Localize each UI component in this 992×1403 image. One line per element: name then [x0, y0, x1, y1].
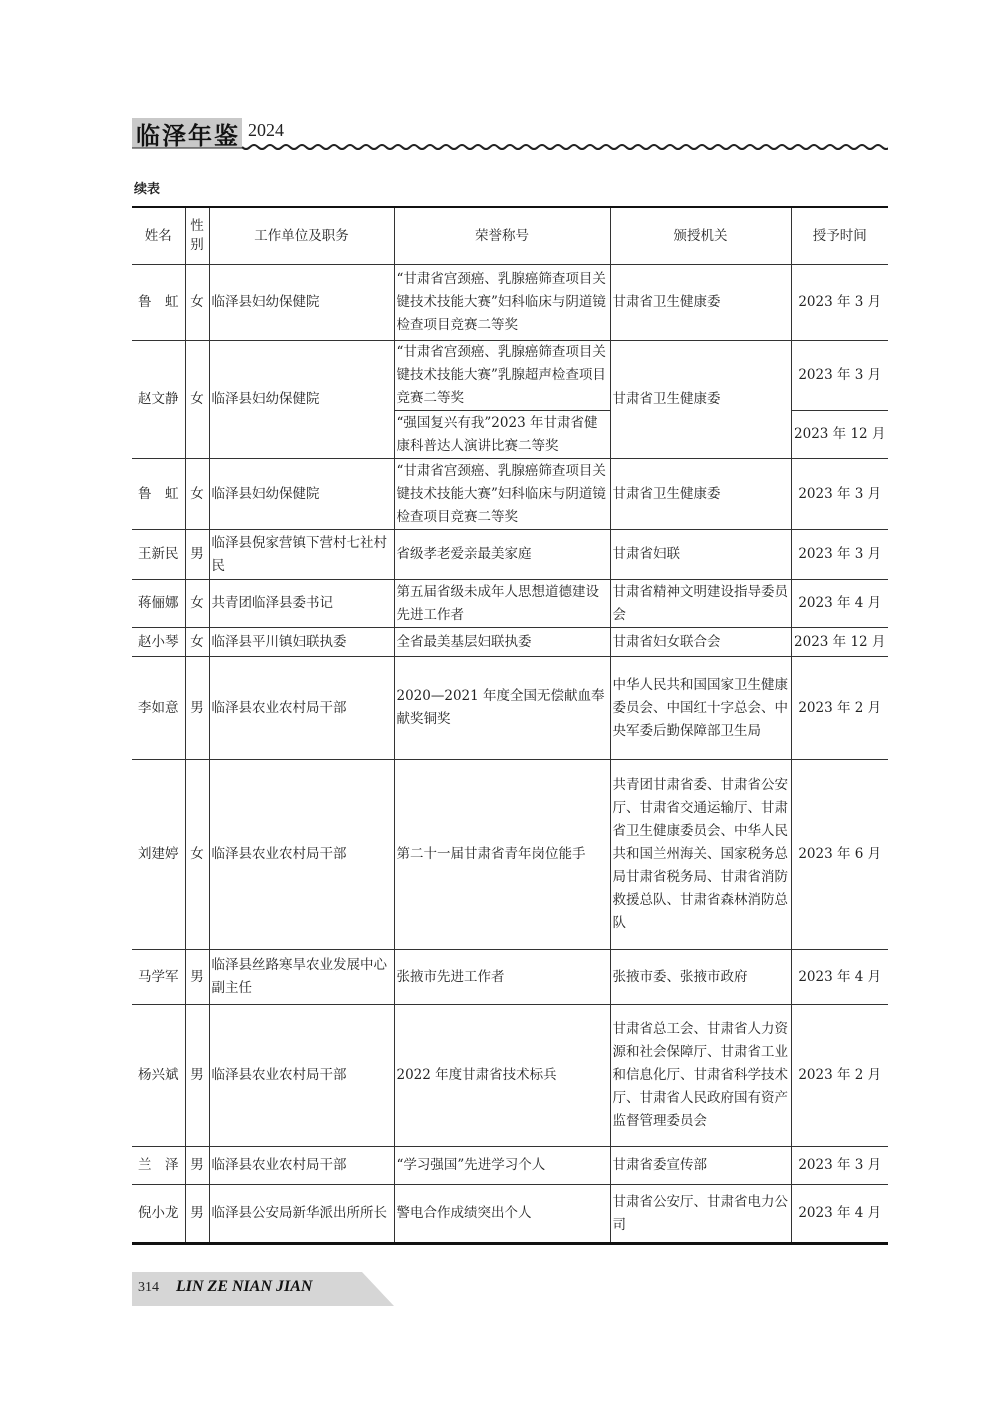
page-header [132, 112, 888, 152]
table-row [132, 760, 888, 950]
cell-date: 2023 年 6 月 [791, 760, 888, 950]
table-row [132, 1147, 888, 1185]
cell-honor: 2022 年度甘肃省技术标兵 [394, 1005, 610, 1147]
cell-gender: 男 [185, 657, 209, 760]
cell-unit: 临泽县公安局新华派出所所长 [209, 1185, 394, 1244]
cell-date: 2023 年 12 月 [791, 411, 888, 459]
cell-org: 甘肃省总工会、甘肃省人力资源和社会保障厅、甘肃省工业和信息化厅、甘肃省科学技术厅、甘肃省人民政府国有资产监督管理委员会 [610, 1005, 791, 1147]
table-row [132, 341, 888, 411]
cell-unit: 临泽县妇幼保健院 [209, 265, 394, 341]
column-header-org: 颁授机关 [610, 207, 791, 265]
cell-unit: 临泽县妇幼保健院 [209, 459, 394, 530]
table-row [132, 459, 888, 530]
page-number: 314 [138, 1280, 159, 1295]
cell-date: 2023 年 12 月 [791, 628, 888, 657]
cell-name: 兰 泽 [132, 1147, 185, 1185]
cell-name: 鲁 虹 [132, 459, 185, 530]
cell-org: 张掖市委、张掖市政府 [610, 950, 791, 1005]
cell-honor: 警电合作成绩突出个人 [394, 1185, 610, 1244]
cell-honor: 张掖市先进工作者 [394, 950, 610, 1005]
cell-unit: 共青团临泽县委书记 [209, 580, 394, 628]
cell-org: 甘肃省委宣传部 [610, 1147, 791, 1185]
cell-name: 李如意 [132, 657, 185, 760]
cell-honor: “甘肃省宫颈癌、乳腺癌筛查项目关键技术技能大赛”乳腺超声检查项目竞赛二等奖 [394, 341, 610, 411]
cell-date: 2023 年 4 月 [791, 1185, 888, 1244]
cell-gender: 男 [185, 530, 209, 580]
table-row [132, 657, 888, 760]
table-row [132, 950, 888, 1005]
cell-date: 2023 年 3 月 [791, 459, 888, 530]
cell-honor: “学习强国”先进学习个人 [394, 1147, 610, 1185]
cell-gender: 男 [185, 950, 209, 1005]
cell-gender: 女 [185, 341, 209, 459]
table-header-row [132, 207, 888, 265]
cell-org: 甘肃省妇女联合会 [610, 628, 791, 657]
cell-name: 王新民 [132, 530, 185, 580]
cell-org: 共青团甘肃省委、甘肃省公安厅、甘肃省交通运输厅、甘肃省卫生健康委员会、中华人民共和国兰州海关、国家税务总局甘肃省税务局、甘肃省消防救援总队、甘肃省森林消防总队 [610, 760, 791, 950]
yearbook-title: 临泽年鉴 [136, 120, 240, 150]
cell-gender: 男 [185, 1147, 209, 1185]
table-row [132, 580, 888, 628]
table-row [132, 628, 888, 657]
cell-name: 赵文静 [132, 341, 185, 459]
cell-date: 2023 年 3 月 [791, 1147, 888, 1185]
cell-org: 甘肃省精神文明建设指导委员会 [610, 580, 791, 628]
cell-gender: 女 [185, 628, 209, 657]
cell-honor: 全省最美基层妇联执委 [394, 628, 610, 657]
column-header-gender: 性别 [185, 207, 209, 265]
cell-date: 2023 年 3 月 [791, 530, 888, 580]
cell-honor: 第五届省级未成年人思想道德建设先进工作者 [394, 580, 610, 628]
cell-org: 甘肃省公安厅、甘肃省电力公司 [610, 1185, 791, 1244]
cell-org: 中华人民共和国国家卫生健康委员会、中国红十字总会、中央军委后勤保障部卫生局 [610, 657, 791, 760]
cell-org: 甘肃省卫生健康委 [610, 341, 791, 459]
cell-gender: 男 [185, 1005, 209, 1147]
cell-unit: 临泽县妇幼保健院 [209, 341, 394, 459]
cell-honor: “甘肃省宫颈癌、乳腺癌筛查项目关键技术技能大赛”妇科临床与阴道镜检查项目竞赛二等奖 [394, 265, 610, 341]
cell-date: 2023 年 3 月 [791, 265, 888, 341]
cell-gender: 女 [185, 760, 209, 950]
cell-date: 2023 年 4 月 [791, 580, 888, 628]
cell-gender: 男 [185, 1185, 209, 1244]
continued-label: 续表 [134, 182, 161, 197]
cell-unit: 临泽县丝路寒旱农业发展中心副主任 [209, 950, 394, 1005]
cell-date: 2023 年 4 月 [791, 950, 888, 1005]
cell-org: 甘肃省妇联 [610, 530, 791, 580]
cell-honor: 第二十一届甘肃省青年岗位能手 [394, 760, 610, 950]
cell-gender: 女 [185, 459, 209, 530]
cell-unit: 临泽县倪家营镇下营村七社村民 [209, 530, 394, 580]
cell-gender: 女 [185, 580, 209, 628]
column-header-name: 姓名 [132, 207, 185, 265]
cell-name: 赵小琴 [132, 628, 185, 657]
cell-gender: 女 [185, 265, 209, 341]
cell-org: 甘肃省卫生健康委 [610, 265, 791, 341]
header-wavy-rule [132, 142, 888, 152]
cell-honor: 2020—2021 年度全国无偿献血奉献奖铜奖 [394, 657, 610, 760]
cell-name: 蒋俪娜 [132, 580, 185, 628]
cell-name: 刘建婷 [132, 760, 185, 950]
table-row [132, 265, 888, 341]
cell-name: 倪小龙 [132, 1185, 185, 1244]
cell-name: 杨兴斌 [132, 1005, 185, 1147]
cell-name: 马学军 [132, 950, 185, 1005]
yearbook-year: 2024 [248, 120, 284, 140]
honors-table [132, 206, 888, 1245]
table-row [132, 1005, 888, 1147]
cell-unit: 临泽县农业农村局干部 [209, 657, 394, 760]
page-footer [132, 1272, 402, 1306]
footer-title: LIN ZE NIAN JIAN [176, 1278, 313, 1295]
column-header-date: 授予时间 [791, 207, 888, 265]
table-row [132, 530, 888, 580]
cell-unit: 临泽县农业农村局干部 [209, 1147, 394, 1185]
cell-unit: 临泽县平川镇妇联执委 [209, 628, 394, 657]
cell-honor: “强国复兴有我”2023 年甘肃省健康科普达人演讲比赛二等奖 [394, 411, 610, 459]
cell-name: 鲁 虹 [132, 265, 185, 341]
column-header-unit: 工作单位及职务 [209, 207, 394, 265]
cell-date: 2023 年 2 月 [791, 1005, 888, 1147]
cell-unit: 临泽县农业农村局干部 [209, 760, 394, 950]
cell-date: 2023 年 2 月 [791, 657, 888, 760]
cell-org: 甘肃省卫生健康委 [610, 459, 791, 530]
cell-unit: 临泽县农业农村局干部 [209, 1005, 394, 1147]
column-header-honor: 荣誉称号 [394, 207, 610, 265]
cell-honor: “甘肃省宫颈癌、乳腺癌筛查项目关键技术技能大赛”妇科临床与阴道镜检查项目竞赛二等奖 [394, 459, 610, 530]
cell-date: 2023 年 3 月 [791, 341, 888, 411]
table-row [132, 1185, 888, 1244]
cell-honor: 省级孝老爱亲最美家庭 [394, 530, 610, 580]
